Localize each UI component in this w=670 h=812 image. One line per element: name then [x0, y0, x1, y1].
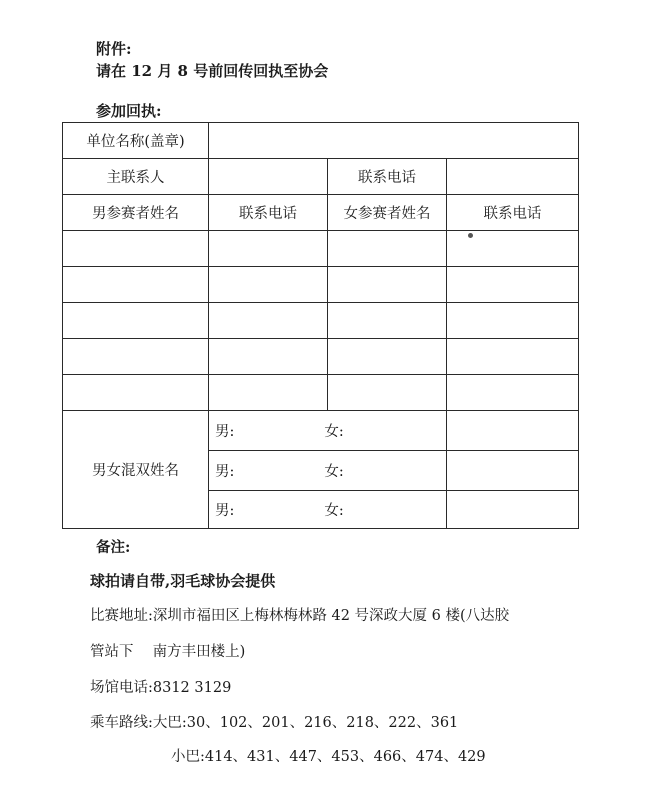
male-name-cell[interactable] — [63, 339, 209, 375]
mixed-pair-cell[interactable] — [209, 451, 447, 491]
male-name-cell[interactable] — [63, 231, 209, 267]
female-phone-cell[interactable] — [447, 375, 579, 411]
female-name-cell[interactable] — [328, 231, 447, 267]
female-name-cell[interactable] — [328, 375, 447, 411]
female-phone-cell[interactable] — [447, 339, 579, 375]
male-player-name-header: 男参赛者姓名 — [63, 195, 209, 231]
registration-form-table — [62, 122, 579, 529]
mixed-phone-cell[interactable] — [447, 451, 579, 491]
contact-phone-cell[interactable] — [447, 159, 579, 195]
female-player-name-header: 女参赛者姓名 — [328, 195, 447, 231]
female-player-phone-header: 联系电话 — [447, 195, 579, 231]
racket-note: 球拍请自带,羽毛球协会提供 — [90, 572, 276, 590]
female-phone-cell[interactable] — [447, 267, 579, 303]
column-header-row — [63, 195, 579, 231]
male-phone-cell[interactable] — [209, 339, 328, 375]
deadline-note: 请在 12 月 8 号前回传回执至协会 — [96, 62, 329, 80]
male-name-cell[interactable] — [63, 375, 209, 411]
attachment-label: 附件: — [96, 40, 132, 58]
male-phone-cell[interactable] — [209, 375, 328, 411]
player-row — [63, 339, 579, 375]
main-contact-label: 主联系人 — [63, 159, 209, 195]
bus-route-small: 小巴:414、431、447、453、466、474、429 — [171, 749, 486, 765]
player-row — [63, 303, 579, 339]
venue-address-line2: 管站下 南方丰田楼上) — [90, 644, 246, 660]
unit-name-label: 单位名称(盖章) — [63, 123, 209, 159]
female-name-cell[interactable] — [328, 267, 447, 303]
female-label: 女: — [324, 503, 344, 519]
player-row — [63, 267, 579, 303]
female-name-cell[interactable] — [328, 303, 447, 339]
unit-name-row — [63, 123, 579, 159]
unit-name-cell[interactable] — [209, 123, 579, 159]
player-row — [63, 375, 579, 411]
player-row — [63, 231, 579, 267]
main-contact-cell[interactable] — [209, 159, 328, 195]
mixed-phone-cell[interactable] — [447, 491, 579, 529]
mixed-pair-cell[interactable] — [209, 411, 447, 451]
male-phone-cell[interactable] — [209, 303, 328, 339]
mixed-pair-cell[interactable] — [209, 491, 447, 529]
female-label: 女: — [324, 424, 344, 440]
male-player-phone-header: 联系电话 — [209, 195, 328, 231]
male-name-cell[interactable] — [63, 303, 209, 339]
venue-phone: 场馆电话:8312 3129 — [90, 680, 232, 696]
female-phone-cell[interactable] — [447, 303, 579, 339]
ink-smudge — [468, 233, 473, 238]
receipt-title: 参加回执: — [96, 102, 162, 120]
contact-phone-label: 联系电话 — [328, 159, 447, 195]
male-name-cell[interactable] — [63, 267, 209, 303]
mixed-doubles-label: 男女混双姓名 — [63, 411, 209, 529]
female-phone-cell[interactable] — [447, 231, 579, 267]
main-contact-row — [63, 159, 579, 195]
mixed-phone-cell[interactable] — [447, 411, 579, 451]
female-name-cell[interactable] — [328, 339, 447, 375]
male-label: 男: — [215, 424, 235, 440]
male-phone-cell[interactable] — [209, 267, 328, 303]
male-label: 男: — [215, 503, 235, 519]
notes-label: 备注: — [96, 539, 131, 556]
venue-address-line1: 比赛地址:深圳市福田区上梅林梅林路 42 号深政大厦 6 楼(八达胶 — [90, 608, 510, 624]
bus-route-big: 乘车路线:大巴:30、102、201、216、218、222、361 — [90, 715, 459, 731]
male-label: 男: — [215, 464, 235, 480]
female-label: 女: — [324, 464, 344, 480]
mixed-doubles-row — [63, 411, 579, 451]
male-phone-cell[interactable] — [209, 231, 328, 267]
